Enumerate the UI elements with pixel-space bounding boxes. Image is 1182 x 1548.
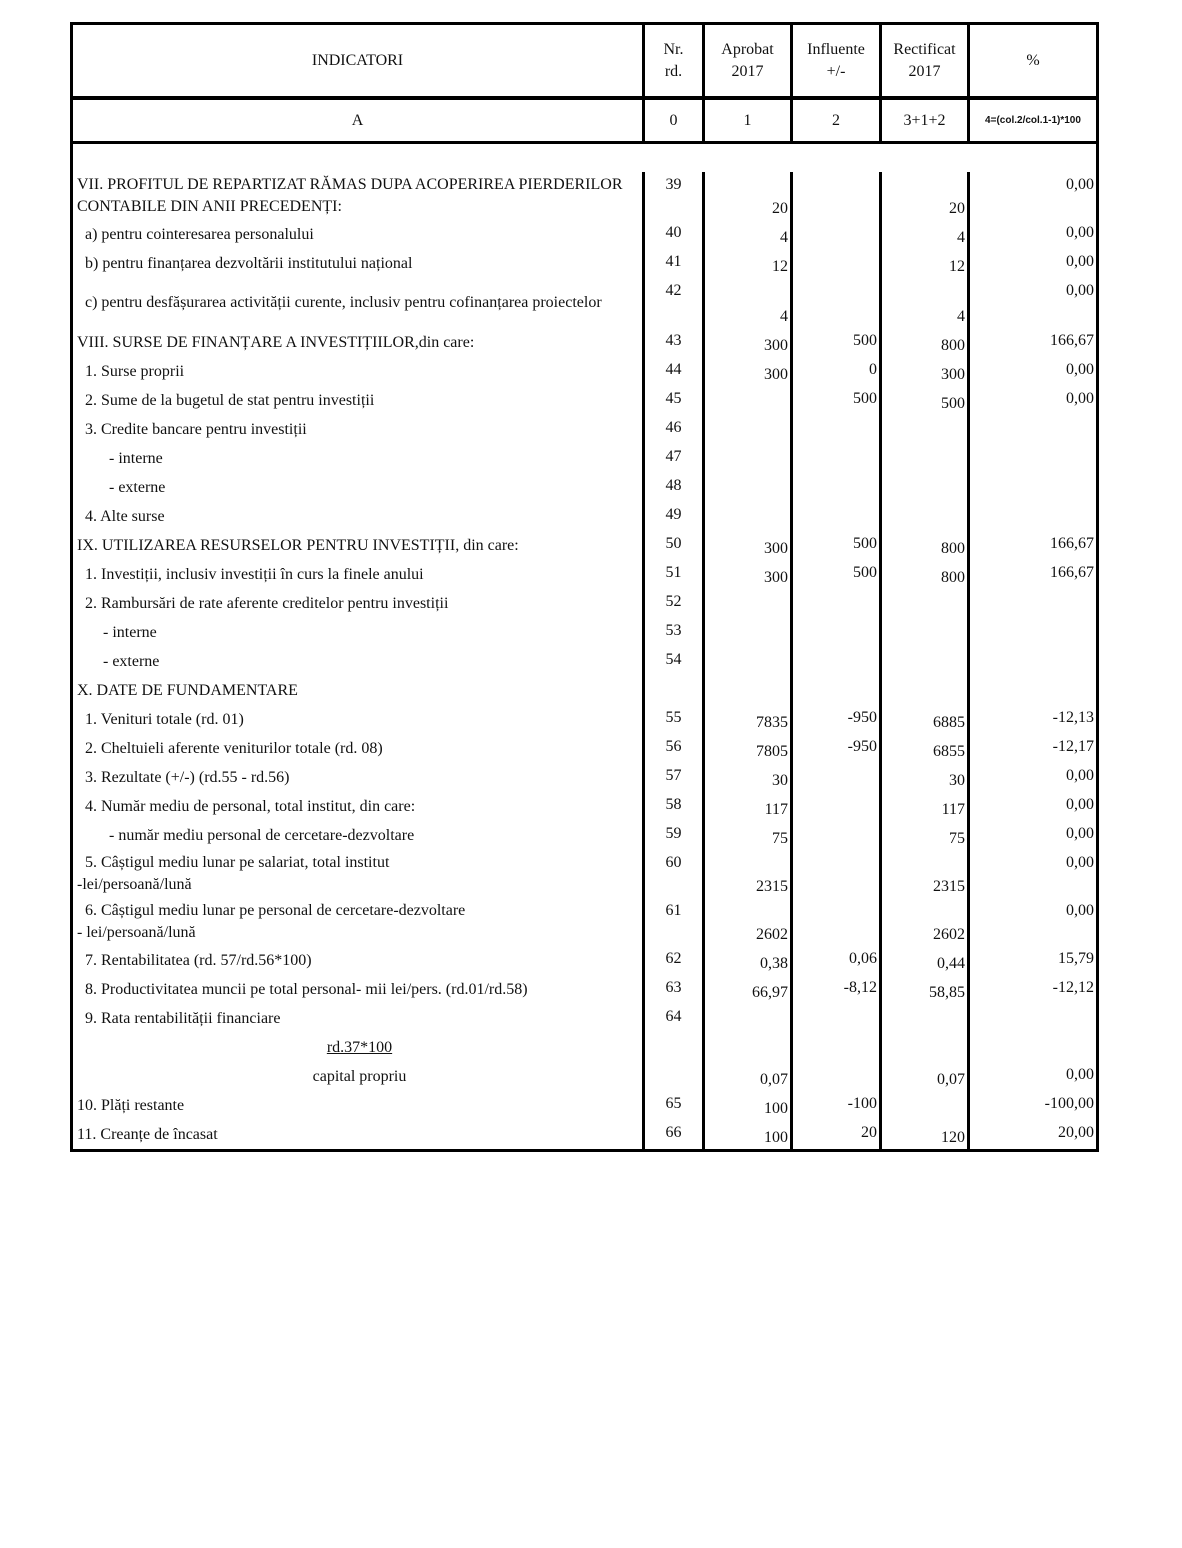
row-number: 45: [645, 386, 705, 415]
table-row: [73, 328, 1096, 357]
row-label: 2. Rambursări de rate aferente creditelor pentru investiții: [73, 589, 645, 618]
value-percent: 0,00: [1066, 282, 1094, 299]
row-number: 60: [645, 850, 705, 898]
table-row: [73, 618, 1096, 647]
value-percent: 0,00: [1066, 361, 1094, 378]
value-influente: [793, 1004, 882, 1033]
row-label: X. DATE DE FUNDAMENTARE: [73, 676, 645, 705]
value-percent: 0,00: [1066, 902, 1094, 919]
value-rectificat-2017: 117: [882, 792, 970, 821]
value-aprobat-2017: 30: [705, 763, 793, 792]
row-label-line1: 5. Câștigul mediu lunar pe salariat, total institut: [85, 854, 390, 871]
value-aprobat-2017: [705, 647, 793, 676]
table-row: [73, 850, 1096, 898]
value-rectificat-2017: 58,85: [882, 975, 970, 1004]
row-label: - externe: [73, 647, 645, 676]
table-row: [73, 763, 1096, 792]
table-body: [73, 144, 1096, 1149]
header-nr-rd: [645, 25, 705, 96]
row-label: 4. Număr mediu de personal, total institut, din care:: [73, 792, 645, 821]
value-aprobat-2017: 117: [705, 792, 793, 821]
value-aprobat-2017: [705, 386, 793, 415]
value-percent: [970, 676, 1096, 705]
header-aprobat: [705, 25, 793, 96]
row-label: 3. Credite bancare pentru investiții: [73, 415, 645, 444]
row-number: 62: [645, 946, 705, 975]
table-row: [73, 705, 1096, 734]
value-percent: [970, 502, 1096, 531]
table-row: [73, 647, 1096, 676]
value-percent: 0,00: [1066, 390, 1094, 407]
value-aprobat-2017: 7835: [705, 705, 793, 734]
table-row: [73, 560, 1096, 589]
value-aprobat-2017: [705, 589, 793, 618]
col-index-a: A: [73, 100, 645, 141]
row-label: - număr mediu personal de cercetare-dezvoltare: [73, 821, 645, 850]
value-rectificat-2017: 0,44: [882, 946, 970, 975]
row-label: 1. Surse proprii: [73, 357, 645, 386]
value-rectificat-2017: [882, 618, 970, 647]
row-label: 1. Venituri totale (rd. 01): [73, 705, 645, 734]
value-aprobat-2017: 12: [705, 249, 793, 278]
value-aprobat-2017: [705, 676, 793, 705]
table-row: [73, 502, 1096, 531]
value-rectificat-2017: [882, 1091, 970, 1120]
row-label: b) pentru finanțarea dezvoltării institutului național: [73, 249, 645, 278]
value-influente: [793, 647, 882, 676]
row-label: capital propriu: [73, 1062, 645, 1091]
value-rectificat-2017: [882, 647, 970, 676]
table-row: [73, 220, 1096, 249]
value-rectificat-2017: 0,07: [882, 1062, 970, 1091]
value-percent: 0,00: [1066, 767, 1094, 784]
value-influente: [793, 220, 882, 249]
value-rectificat-2017: 300: [882, 357, 970, 386]
value-percent: [970, 415, 1096, 444]
row-number: [645, 676, 705, 705]
row-number: 59: [645, 821, 705, 850]
value-aprobat-2017: 4: [705, 220, 793, 249]
value-influente: -950: [793, 734, 882, 763]
row-number: 65: [645, 1091, 705, 1120]
row-label: VIII. SURSE DE FINANȚARE A INVESTIȚIILOR,din care:: [73, 328, 645, 357]
row-number: 48: [645, 473, 705, 502]
row-number: [645, 1062, 705, 1091]
value-influente: [793, 850, 882, 898]
row-label: IX. UTILIZAREA RESURSELOR PENTRU INVESTIȚII, din care:: [73, 531, 645, 560]
value-aprobat-2017: 300: [705, 560, 793, 589]
row-label: [73, 850, 645, 898]
table-row: [73, 1004, 1096, 1033]
value-influente: 20: [793, 1120, 882, 1149]
col-index-1: 1: [705, 100, 793, 141]
value-influente: [793, 1062, 882, 1091]
value-influente: 0,06: [793, 946, 882, 975]
value-rectificat-2017: 6885: [882, 705, 970, 734]
value-aprobat-2017: 300: [705, 531, 793, 560]
value-aprobat-2017: 0,38: [705, 946, 793, 975]
row-label: - externe: [73, 473, 645, 502]
value-rectificat-2017: [882, 502, 970, 531]
value-influente: 500: [793, 386, 882, 415]
value-influente: [793, 1033, 882, 1062]
value-influente: [793, 676, 882, 705]
table-row: [73, 821, 1096, 850]
row-number: [645, 1033, 705, 1062]
value-percent: [970, 618, 1096, 647]
value-aprobat-2017: [705, 415, 793, 444]
row-number: 58: [645, 792, 705, 821]
value-rectificat-2017: 2602: [882, 898, 970, 946]
value-percent: 0,00: [1066, 854, 1094, 871]
value-rectificat-2017: 4: [882, 220, 970, 249]
value-influente: [793, 249, 882, 278]
value-rectificat-2017: 6855: [882, 734, 970, 763]
row-label: a) pentru cointeresarea personalului: [73, 220, 645, 249]
value-percent: [970, 589, 1096, 618]
value-aprobat-2017: 100: [705, 1120, 793, 1149]
value-percent: [970, 444, 1096, 473]
header-nr-line1: Nr.: [663, 40, 684, 58]
value-influente: [793, 172, 882, 220]
row-number: 64: [645, 1004, 705, 1033]
value-percent: 0,00: [1066, 1066, 1094, 1083]
value-rectificat-2017: 2315: [882, 850, 970, 898]
value-aprobat-2017: 66,97: [705, 975, 793, 1004]
value-rectificat-2017: 800: [882, 531, 970, 560]
header-rectificat-line1: Rectificat: [893, 40, 956, 58]
value-influente: [793, 898, 882, 946]
value-percent: -100,00: [1044, 1095, 1094, 1112]
value-aprobat-2017: [705, 1033, 793, 1062]
header-rectificat: [882, 25, 970, 96]
value-aprobat-2017: [705, 1004, 793, 1033]
value-aprobat-2017: 0,07: [705, 1062, 793, 1091]
row-number: 61: [645, 898, 705, 946]
value-percent: [970, 473, 1096, 502]
row-label: c) pentru desfășurarea activității curente, inclusiv pentru cofinanțarea proiectelor: [73, 278, 645, 328]
row-number: 63: [645, 975, 705, 1004]
value-rectificat-2017: 120: [882, 1120, 970, 1149]
row-label: 4. Alte surse: [73, 502, 645, 531]
row-label: 3. Rezultate (+/-) (rd.55 - rd.56): [73, 763, 645, 792]
row-number: 40: [645, 220, 705, 249]
row-number: 44: [645, 357, 705, 386]
row-label: rd.37*100: [73, 1033, 645, 1062]
row-label: 10. Plăți restante: [73, 1091, 645, 1120]
table-row: [73, 975, 1096, 1004]
row-label: 1. Investiții, inclusiv investiții în curs la finele anului: [73, 560, 645, 589]
value-aprobat-2017: 7805: [705, 734, 793, 763]
row-number: 46: [645, 415, 705, 444]
table-row: [73, 386, 1096, 415]
header-rectificat-line2: 2017: [908, 62, 941, 80]
header-influente-line1: Influente: [807, 40, 865, 58]
row-number: 47: [645, 444, 705, 473]
value-rectificat-2017: 30: [882, 763, 970, 792]
table-row: [73, 1120, 1096, 1149]
value-aprobat-2017: 4: [705, 278, 793, 328]
row-label: [73, 898, 645, 946]
value-percent: 166,67: [1050, 564, 1094, 581]
value-percent: 15,79: [1058, 950, 1094, 967]
value-rectificat-2017: 800: [882, 328, 970, 357]
value-percent: [970, 647, 1096, 676]
table-row: [73, 1062, 1096, 1091]
row-label-line2: -lei/persoană/lună: [77, 876, 192, 893]
row-label: 2. Cheltuieli aferente veniturilor totale (rd. 08): [73, 734, 645, 763]
value-influente: [793, 821, 882, 850]
row-number: 42: [645, 278, 705, 328]
value-influente: [793, 278, 882, 328]
value-percent: -12,13: [1052, 709, 1094, 726]
value-aprobat-2017: [705, 473, 793, 502]
table-row: [73, 898, 1096, 946]
row-number: 52: [645, 589, 705, 618]
value-influente: [793, 444, 882, 473]
value-influente: [793, 502, 882, 531]
value-influente: 500: [793, 531, 882, 560]
value-percent: 0,00: [1066, 224, 1094, 241]
header-nr-line2: rd.: [664, 62, 683, 80]
value-aprobat-2017: 2602: [705, 898, 793, 946]
row-number: 66: [645, 1120, 705, 1149]
table-row: [73, 531, 1096, 560]
value-aprobat-2017: 100: [705, 1091, 793, 1120]
value-influente: [793, 763, 882, 792]
header-aprobat-line2: 2017: [731, 62, 764, 80]
header-indicatori: INDICATORI: [73, 25, 645, 96]
row-number: 41: [645, 249, 705, 278]
row-number: 56: [645, 734, 705, 763]
table-header: [73, 25, 1096, 100]
value-influente: -950: [793, 705, 882, 734]
value-percent: [970, 1033, 1096, 1062]
value-rectificat-2017: [882, 676, 970, 705]
value-rectificat-2017: 500: [882, 386, 970, 415]
table-row: [73, 676, 1096, 705]
value-aprobat-2017: 2315: [705, 850, 793, 898]
row-number: 39: [645, 172, 705, 220]
value-rectificat-2017: 4: [882, 278, 970, 328]
table-row: [73, 415, 1096, 444]
value-rectificat-2017: 20: [882, 172, 970, 220]
table-row: [73, 792, 1096, 821]
value-influente: 500: [793, 328, 882, 357]
row-label: 7. Rentabilitatea (rd. 57/rd.56*100): [73, 946, 645, 975]
value-percent: 20,00: [1058, 1124, 1094, 1141]
row-label: VII. PROFITUL DE REPARTIZAT RĂMAS DUPA ACOPERIREA PIERDERILOR CONTABILE DIN ANII PRECEDENȚI:: [73, 172, 645, 220]
value-rectificat-2017: [882, 415, 970, 444]
column-index-row: [73, 100, 1096, 144]
row-label: 8. Productivitatea muncii pe total personal- mii lei/pers. (rd.01/rd.58): [73, 975, 645, 1004]
row-label: 11. Creanțe de încasat: [73, 1120, 645, 1149]
value-percent: 0,00: [1066, 253, 1094, 270]
value-influente: -8,12: [793, 975, 882, 1004]
row-label-line2: - lei/persoană/lună: [77, 924, 196, 941]
table-row: [73, 1033, 1096, 1062]
header-influente: [793, 25, 882, 96]
value-aprobat-2017: 20: [705, 172, 793, 220]
value-influente: [793, 589, 882, 618]
table-row: [73, 172, 1096, 220]
table-row: [73, 357, 1096, 386]
table-row: [73, 734, 1096, 763]
table-row: [73, 444, 1096, 473]
table-row: [73, 589, 1096, 618]
value-percent: -12,17: [1052, 738, 1094, 755]
table-row: [73, 278, 1096, 328]
value-rectificat-2017: [882, 1004, 970, 1033]
row-label: 2. Sume de la bugetul de stat pentru investiții: [73, 386, 645, 415]
value-aprobat-2017: [705, 444, 793, 473]
value-percent: 0,00: [1066, 796, 1094, 813]
row-number: 54: [645, 647, 705, 676]
col-index-3: 3+1+2: [882, 100, 970, 141]
table-row: [73, 1091, 1096, 1120]
value-percent: 0,00: [1066, 176, 1094, 193]
value-rectificat-2017: 12: [882, 249, 970, 278]
value-rectificat-2017: [882, 1033, 970, 1062]
row-label: 9. Rata rentabilității financiare: [73, 1004, 645, 1033]
value-aprobat-2017: [705, 618, 793, 647]
value-aprobat-2017: 75: [705, 821, 793, 850]
value-percent: 0,00: [1066, 825, 1094, 842]
header-percent: %: [1026, 51, 1040, 69]
table-row: [73, 946, 1096, 975]
header-influente-line2: +/-: [826, 62, 846, 80]
value-rectificat-2017: [882, 444, 970, 473]
value-rectificat-2017: 800: [882, 560, 970, 589]
value-rectificat-2017: [882, 473, 970, 502]
value-influente: [793, 415, 882, 444]
value-percent: [970, 1004, 1096, 1033]
col-index-4-formula: 4=(col.2/col.1-1)*100: [985, 115, 1081, 126]
value-influente: [793, 792, 882, 821]
value-aprobat-2017: 300: [705, 328, 793, 357]
row-label-line1: 6. Câștigul mediu lunar pe personal de cercetare-dezvoltare: [85, 902, 466, 919]
value-percent: -12,12: [1052, 979, 1094, 996]
col-index-2: 2: [793, 100, 882, 141]
budget-indicators-table: [70, 22, 1099, 1152]
value-influente: 0: [793, 357, 882, 386]
row-number: 51: [645, 560, 705, 589]
row-number: 49: [645, 502, 705, 531]
value-influente: [793, 618, 882, 647]
value-influente: [793, 473, 882, 502]
value-influente: 500: [793, 560, 882, 589]
col-index-0: 0: [645, 100, 705, 141]
value-percent: 166,67: [1050, 535, 1094, 552]
row-number: 50: [645, 531, 705, 560]
value-percent: 166,67: [1050, 332, 1094, 349]
header-aprobat-line1: Aprobat: [721, 40, 774, 58]
row-number: 43: [645, 328, 705, 357]
table-row: [73, 249, 1096, 278]
value-influente: -100: [793, 1091, 882, 1120]
row-number: 53: [645, 618, 705, 647]
row-number: 55: [645, 705, 705, 734]
value-rectificat-2017: [882, 589, 970, 618]
row-label: - interne: [73, 444, 645, 473]
row-label: - interne: [73, 618, 645, 647]
row-number: 57: [645, 763, 705, 792]
value-rectificat-2017: 75: [882, 821, 970, 850]
value-aprobat-2017: 300: [705, 357, 793, 386]
value-aprobat-2017: [705, 502, 793, 531]
table-row: [73, 473, 1096, 502]
